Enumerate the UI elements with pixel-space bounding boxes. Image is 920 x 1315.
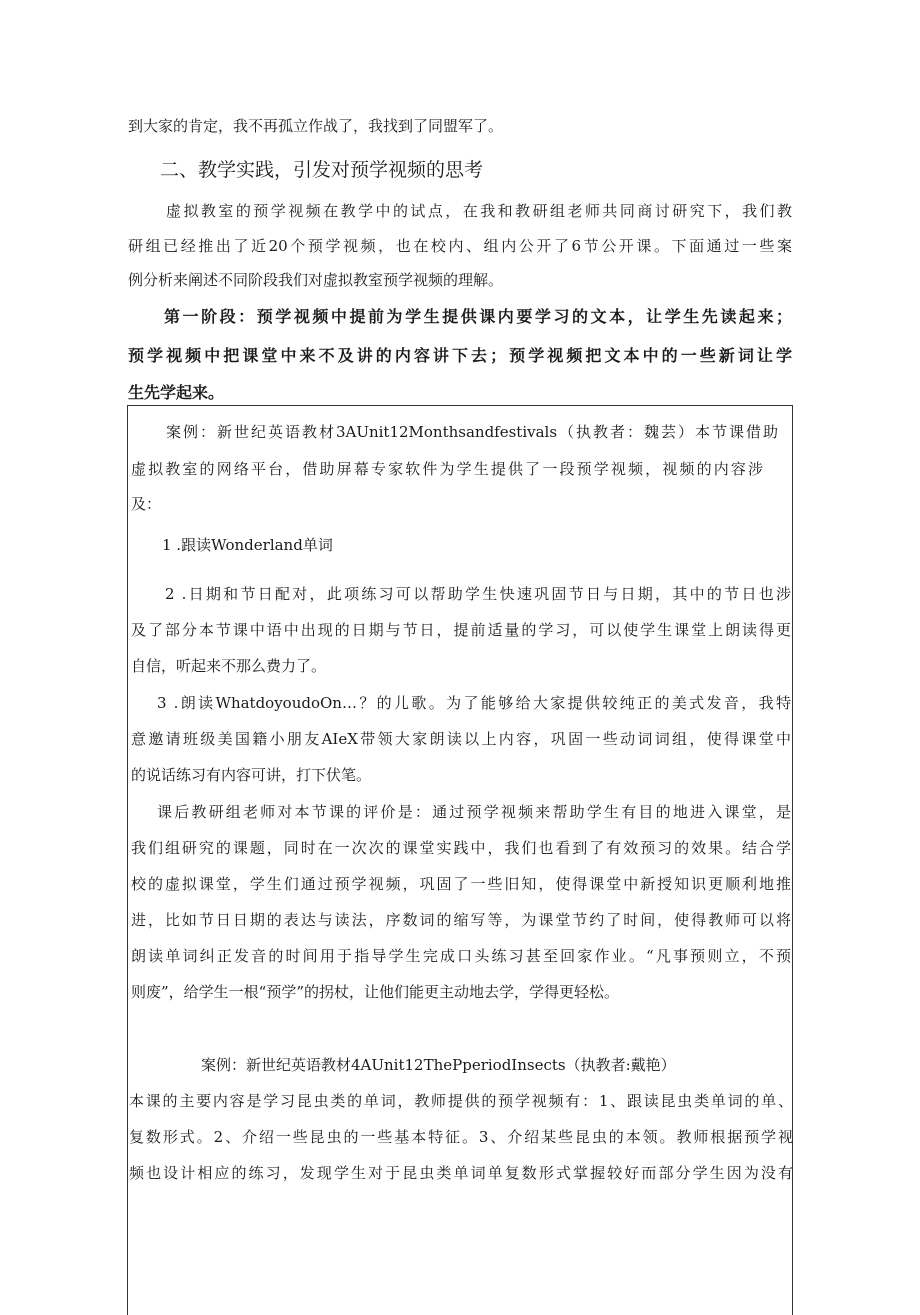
stage1-line-3: 生先学起来。	[128, 383, 225, 402]
case1-item3-line-1: 3 .朗读WhatdoyoudoOn…？的儿歌。为了能够给大家提供较纯正的美式发音，我特	[157, 694, 791, 712]
section-heading: 二、教学实践，引发对预学视频的思考	[160, 159, 484, 181]
case1-review-line-5: 朗读单词纠正发音的时间用于指导学生完成口头练习甚至回家作业。“凡事预则立，不预	[131, 947, 791, 965]
case1-review-line-4: 进，比如节日日期的表达与读法，序数词的缩写等，为课堂节约了时间，使得教师可以将	[131, 911, 791, 929]
case2-body-line-3: 频也设计相应的练习，发现学生对于昆虫类单词单复数形式掌握较好而部分学生因为没有	[129, 1164, 793, 1182]
case1-intro-line-1: 案例：新世纪英语教材3AUnit12Monthsandfestivals（执教者：魏芸）本节课借助	[166, 423, 778, 441]
case1-review-line-1: 课后教研组老师对本节课的评价是：通过预学视频来帮助学生有目的地进入课堂，是	[157, 803, 791, 821]
para1-line-1: 虚拟教室的预学视频在教学中的试点，在我和教研组老师共同商讨研究下，我们教	[166, 202, 792, 220]
case2-body-line-1: 本课的主要内容是学习昆虫类的单词，教师提供的预学视频有：1、跟读昆虫类单词的单、	[129, 1092, 793, 1110]
case1-item3-line-3: 的说话练习有内容可讲，打下伏笔。	[131, 766, 372, 784]
intro-line: 到大家的肯定，我不再孤立作战了，我找到了同盟军了。	[128, 117, 504, 135]
case2-title: 案例：新世纪英语教材4AUnit12ThePperiodInsects（执教者:戴艳）	[201, 1056, 676, 1074]
case1-review-line-2: 我们组研究的课题，同时在一次次的课堂实践中，我们也看到了有效预习的效果。结合学	[131, 839, 791, 857]
case1-item2-line-3: 自信，听起来不那么费力了。	[131, 657, 327, 675]
case1-item2-line-1: 2 .日期和节日配对，此项练习可以帮助学生快速巩固节日与日期，其中的节日也涉	[165, 585, 791, 603]
case1-review-line-3: 校的虚拟课堂，学生们通过预学视频，巩固了一些旧知，使得课堂中新授知识更顺利地推	[131, 875, 791, 893]
para1-line-2: 研组已经推出了近20个预学视频，也在校内、组内公开了6节公开课。下面通过一些案	[128, 237, 792, 255]
case1-item2-line-2: 及了部分本节课中语中出现的日期与节日，提前适量的学习，可以使学生课堂上朗读得更	[131, 621, 791, 639]
para1-line-3: 例分析来阐述不同阶段我们对虚拟教室预学视频的理解。	[128, 271, 504, 289]
stage1-line-1: 第一阶段：预学视频中提前为学生提供课内要学习的文本，让学生先读起来；	[164, 307, 792, 326]
case1-intro-line-3: 及：	[131, 495, 162, 513]
case1-review-line-6: 则废”，给学生一根“预学”的拐杖，让他们能更主动地去学，学得更轻松。	[131, 983, 620, 1001]
case1-intro-line-2: 虚拟教室的网络平台，借助屏幕专家软件为学生提供了一段预学视频，视频的内容涉	[131, 460, 763, 478]
stage1-line-2: 预学视频中把课堂中来不及讲的内容讲下去；预学视频把文本中的一些新词让学	[128, 346, 792, 365]
case2-body-line-2: 复数形式。2、介绍一些昆虫的一些基本特征。3、介绍某些昆虫的本领。教师根据预学视	[129, 1128, 793, 1146]
case1-item3-line-2: 意邀请班级美国籍小朋友AIeX带领大家朗读以上内容，巩固一些动词词组，使得课堂中	[131, 730, 791, 748]
case1-item-1: 1 .跟读Wonderland单词	[162, 536, 333, 554]
